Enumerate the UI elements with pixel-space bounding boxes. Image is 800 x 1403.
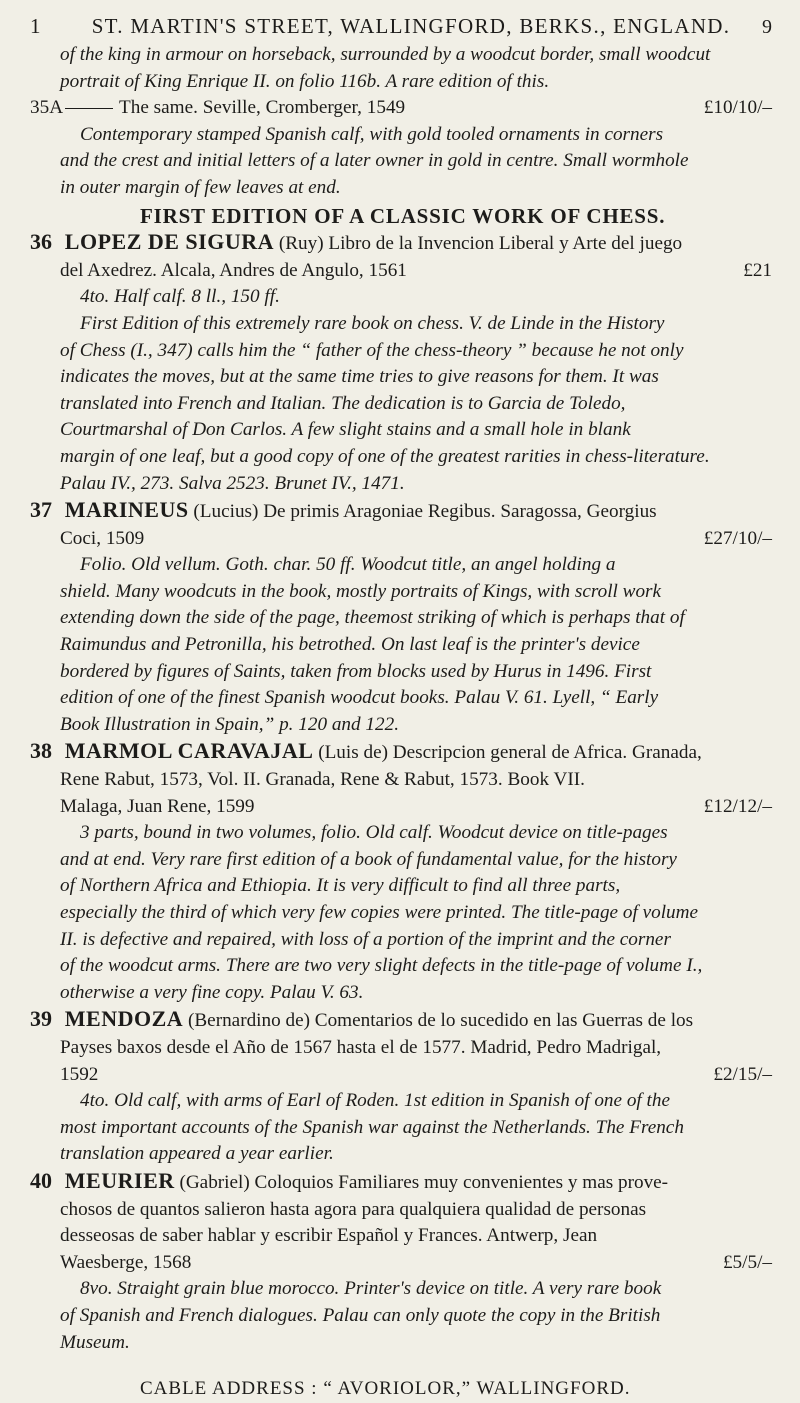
entry-37 xyxy=(30,497,772,738)
entry-title: The same. Seville, Cromberger, 1549 xyxy=(119,97,406,119)
entry-38 xyxy=(30,738,772,1006)
entry-description-line: 3 parts, bound in two volumes, folio. Old calf. Woodcut device on title-pages xyxy=(80,822,668,844)
entry-description-line: Contemporary stamped Spanish calf, with gold tooled ornaments in corners xyxy=(80,123,664,145)
entry-description-line: Courtmarshal of Don Carlos. A few slight stains and a small hole in blank xyxy=(60,419,631,441)
lot-number: 36 xyxy=(30,229,52,255)
header-number: 1 xyxy=(30,14,42,38)
entry-description-line: and at end. Very rare first edition of a book of fundamental value, for the history xyxy=(60,848,677,870)
entry-description-line: especially the third of which very few copies were printed. The title-page of volume xyxy=(60,902,699,923)
entry-heading-line: chosos de quantos salieron hasta agora para qualquiera qualidad de personas xyxy=(60,1198,647,1220)
entry-continuation-line: of the king in armour on horseback, surrounded by a woodcut border, small woodcut xyxy=(60,44,711,65)
price: £27/10/– xyxy=(703,527,772,549)
entry-heading xyxy=(30,738,772,767)
entry-39 xyxy=(30,1006,772,1168)
entry-36 xyxy=(30,229,772,497)
entry-description-line: 8vo. Straight grain blue morocco. Printer's device on title. A very rare book xyxy=(80,1278,662,1300)
entry-title: (Lucius) De primis Aragoniae Regibus. Saragossa, Georgius xyxy=(193,501,657,523)
entry-description-line: most important accounts of the Spanish war against the Netherlands. The French xyxy=(60,1116,684,1138)
entry-description-line: bordered by figures of Saints, taken from blocks used by Hurus in 1496. First xyxy=(60,660,652,682)
page-header xyxy=(30,14,772,42)
price: £12/12/– xyxy=(703,795,772,817)
entry-author: LOPEZ DE SIGURA xyxy=(64,229,275,255)
cable-address-footer: CABLE ADDRESS : “ AVORIOLOR,” WALLINGFORD. xyxy=(140,1378,631,1400)
entry-heading-line: del Axedrez. Alcala, Andres de Angulo, 1561 £21 xyxy=(30,258,772,285)
entry-description-line: First Edition of this extremely rare book on chess. V. de Linde in the History xyxy=(80,312,665,334)
lot-number: 35A xyxy=(30,97,64,119)
entry-description-line: 4to. Old calf, with arms of Earl of Roden. 1st edition in Spanish of one of the xyxy=(80,1090,670,1112)
entry-description-line: margin of one leaf, but a good copy of one of the greatest rarities in chess-literature. xyxy=(60,445,710,467)
entry-continuation-line: portrait of King Enrique II. on folio 116b. A rare edition of this. xyxy=(60,70,550,92)
entry-description-line: Raimundus and Petronilla, his betrothed. On last leaf is the printer's device xyxy=(60,634,640,656)
price: £10/10/– xyxy=(703,97,772,119)
entry-heading xyxy=(30,229,772,258)
entry-description-line: and the crest and initial letters of a later owner in gold in centre. Small wormhole xyxy=(60,150,689,172)
entry-description-line: indicates the moves, but at the same time tries to give reasons for them. It was xyxy=(60,366,659,388)
entry-collation: 4to. Half calf. 8 ll., 150 ff. xyxy=(80,286,280,308)
entry-description-line: translation appeared a year earlier. xyxy=(60,1143,334,1165)
lot-number: 37 xyxy=(30,497,52,523)
lot-number: 40 xyxy=(30,1167,52,1193)
header-address: ST. MARTIN'S STREET, WALLINGFORD, BERKS., ENGLAND. xyxy=(91,14,731,38)
entry-heading xyxy=(30,95,772,122)
section-title: FIRST EDITION OF A CLASSIC WORK OF CHESS. xyxy=(140,203,666,228)
entry-heading-line: Waesberge, 1568 £5/5/– xyxy=(30,1250,772,1277)
entry-description-line: of Chess (I., 347) calls him the “ father of the chess-theory ” because he not only xyxy=(60,339,684,361)
entry-heading-line: Coci, 1509 £27/10/– xyxy=(30,526,772,553)
entry-author: MARINEUS xyxy=(64,497,189,523)
entry-description-line: Folio. Old vellum. Goth. char. 50 ff. Woodcut title, an angel holding a xyxy=(80,554,616,576)
entry-description-line: extending down the side of the page, theemost striking of which is perhaps that of xyxy=(60,607,685,629)
lot-number: 39 xyxy=(30,1006,52,1032)
entry-description-line: of Northern Africa and Ethiopia. It is very difficult to find all three parts, xyxy=(60,875,621,897)
entry-description-line: otherwise a very fine copy. Palau V. 63. xyxy=(60,981,364,1003)
dash-rule xyxy=(65,108,113,109)
lot-number: 38 xyxy=(30,738,52,764)
price: £2/15/– xyxy=(713,1063,772,1085)
entry-heading xyxy=(30,1168,772,1197)
page-number: 9 xyxy=(762,16,772,38)
price: £5/5/– xyxy=(722,1251,772,1273)
entry-title: (Bernardino de) Comentarios de lo sucedido en las Guerras de los xyxy=(187,1010,694,1032)
entry-description-line: of Spanish and French dialogues. Palau can only quote the copy in the British xyxy=(60,1304,661,1326)
entry-title: (Ruy) Libro de la Invencion Liberal y Arte del juego xyxy=(278,233,683,255)
entry-heading-line: 1592 £2/15/– xyxy=(30,1062,772,1089)
entry-description-line: Museum. xyxy=(60,1331,130,1353)
entry-description-line: shield. Many woodcuts in the book, mostly portraits of Kings, with scroll work xyxy=(60,580,662,602)
entry-35a xyxy=(30,42,772,202)
price: £21 xyxy=(743,259,772,281)
entry-author: MARMOL CARAVAJAL xyxy=(64,738,314,764)
entry-heading-line: Malaga, Juan Rene, 1599 £12/12/– xyxy=(30,794,772,821)
entry-title: (Gabriel) Coloquios Familiares muy convenientes y mas prove- xyxy=(179,1171,669,1193)
entry-description-line: edition of one of the finest Spanish woodcut books. Palau V. 61. Lyell, “ Early xyxy=(60,687,659,709)
entry-description-line: in outer margin of few leaves at end. xyxy=(60,176,341,198)
entry-40 xyxy=(30,1168,772,1356)
entry-heading-line: desseosas de saber hablar y escribir Español y Frances. Antwerp, Jean xyxy=(60,1225,598,1247)
entry-heading-line: Rene Rabut, 1573, Vol. II. Granada, Rene & Rabut, 1573. Book VII. xyxy=(60,769,585,791)
entry-description-line: Palau IV., 273. Salva 2523. Brunet IV., 1471. xyxy=(60,472,405,494)
entry-description-line: II. is defective and repaired, with loss of a portion of the imprint and the corner xyxy=(60,928,671,950)
entry-author: MENDOZA xyxy=(64,1006,184,1032)
entry-description-line: translated into French and Italian. The dedication is to Garcia de Toledo, xyxy=(60,392,626,414)
entry-heading xyxy=(30,497,772,526)
entry-author: MEURIER xyxy=(64,1167,175,1193)
entry-heading-line: Payses baxos desde el Año de 1567 hasta el de 1577. Madrid, Pedro Madrigal, xyxy=(60,1036,662,1058)
entry-description-line: Book Illustration in Spain,” p. 120 and 122. xyxy=(60,713,399,735)
entry-heading xyxy=(30,1006,772,1035)
entry-title: (Luis de) Descripcion general de Africa. Granada, xyxy=(318,742,702,764)
entry-description-line: of the woodcut arms. There are two very slight defects in the title-page of volume I., xyxy=(60,955,703,977)
